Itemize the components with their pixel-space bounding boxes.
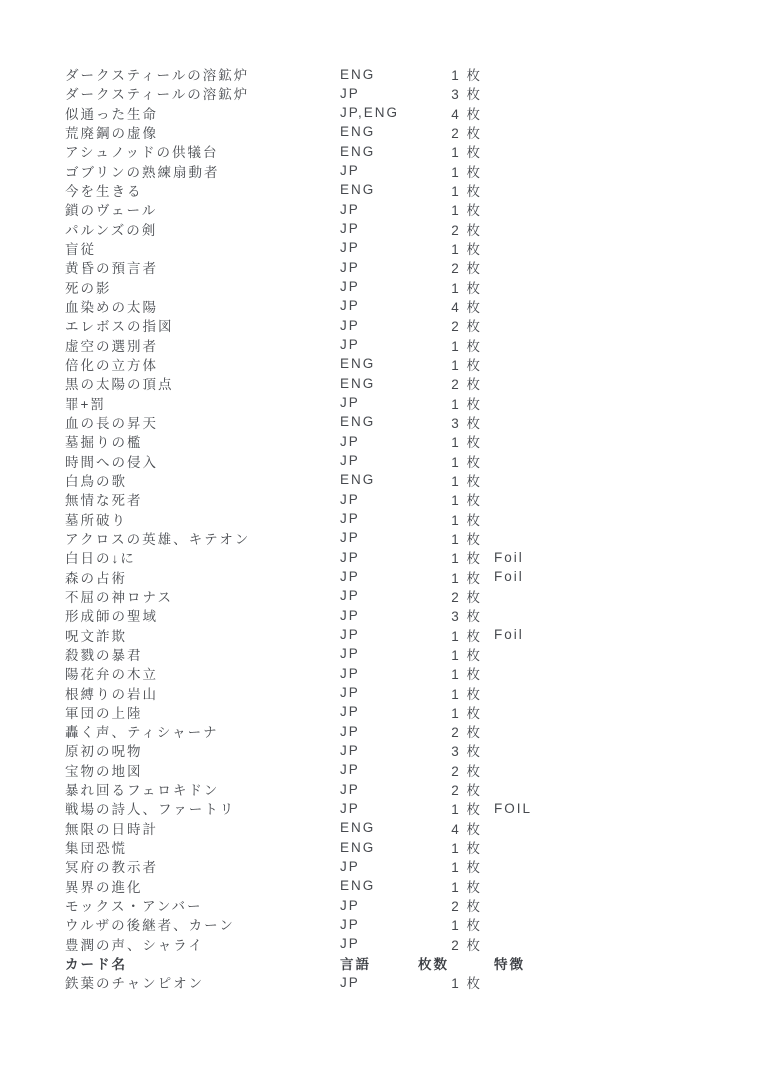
card-count: 1 枚 [451, 551, 482, 567]
card-count: 3 枚 [451, 609, 482, 625]
card-count: 2 枚 [451, 125, 482, 141]
card-name: 墓所破り [65, 512, 127, 528]
table-row [0, 663, 764, 682]
table-row [0, 238, 764, 257]
card-name: 暴れ回るフェロキドン [65, 783, 220, 799]
table-row [0, 876, 764, 895]
card-language: ENG [340, 839, 376, 855]
card-name: 原初の呪物 [65, 744, 143, 760]
card-language: ENG [340, 375, 376, 391]
card-count: 1 枚 [451, 628, 482, 644]
card-language: JP,ENG [340, 105, 400, 121]
card-count: 3 枚 [451, 744, 482, 760]
card-language: JP [340, 607, 360, 623]
table-row [0, 837, 764, 856]
card-count: 1 枚 [451, 512, 482, 528]
table-row [0, 296, 764, 315]
table-row [0, 528, 764, 547]
card-name: 今を生きる [65, 183, 143, 199]
table-row [0, 64, 764, 83]
card-language: JP [340, 279, 360, 295]
card-language: JP [340, 240, 360, 256]
card-language: ENG [340, 472, 376, 488]
card-language: JP [340, 588, 360, 604]
header-card-name: カード名 [65, 957, 127, 973]
card-name: 豊潤の声、シャライ [65, 937, 204, 953]
card-count: 1 枚 [451, 879, 482, 895]
card-language: JP [340, 897, 360, 913]
card-count: 1 枚 [451, 918, 482, 934]
card-count: 1 枚 [451, 686, 482, 702]
card-language: JP [340, 549, 360, 565]
card-name: 根縛りの岩山 [65, 686, 158, 702]
card-count: 4 枚 [451, 821, 482, 837]
card-language: JP [340, 781, 360, 797]
card-language: JP [340, 858, 360, 874]
table-row [0, 740, 764, 759]
table-row [0, 509, 764, 528]
table-row [0, 914, 764, 933]
table-row [0, 567, 764, 586]
table-row [0, 586, 764, 605]
card-count: 4 枚 [451, 299, 482, 315]
card-count: 4 枚 [451, 106, 482, 122]
card-name: ダークスティールの溶鉱炉 [65, 68, 250, 83]
card-language: JP [340, 762, 360, 778]
table-row [0, 412, 764, 431]
card-language: JP [340, 704, 360, 720]
table-row [0, 277, 764, 296]
card-name: 轟く声、ティシャーナ [65, 725, 219, 741]
card-count: 2 枚 [451, 261, 482, 277]
card-count: 1 枚 [451, 145, 482, 161]
table-row [0, 161, 764, 180]
card-name: 似通った生命 [65, 106, 158, 122]
card-language: JP [340, 317, 360, 333]
table-row [0, 702, 764, 721]
card-name: 無限の日時計 [65, 821, 158, 837]
card-name: 集団恐慌 [65, 841, 127, 857]
card-count: 2 枚 [451, 377, 482, 393]
card-language: JP [340, 665, 360, 681]
card-name: モックス・アンバー [65, 899, 203, 915]
card-language: ENG [340, 124, 376, 140]
card-language: JP [340, 974, 360, 990]
card-language: JP [340, 395, 360, 411]
card-count: 1 枚 [451, 454, 482, 470]
card-name: 鉄葉のチャンピオン [65, 976, 205, 992]
card-name: 無情な死者 [65, 493, 143, 509]
card-count: 1 枚 [451, 473, 482, 489]
card-count: 2 枚 [451, 783, 482, 799]
card-name: ウルザの後継者、カーン [65, 918, 235, 934]
card-count: 1 枚 [451, 183, 482, 199]
card-language: JP [340, 298, 360, 314]
card-name: 戦場の詩人、ファートリ [65, 802, 236, 818]
card-name: 墓掘りの檻 [65, 435, 143, 451]
card-name: エレボスの指図 [65, 319, 174, 335]
card-count: 1 枚 [451, 338, 482, 354]
card-name: 黄昏の預言者 [65, 261, 158, 277]
card-language: ENG [340, 182, 376, 198]
table-row [0, 760, 764, 779]
card-count: 1 枚 [451, 976, 482, 992]
card-language: JP [340, 800, 360, 816]
card-count: 1 枚 [451, 493, 482, 509]
card-name: 呪文詐欺 [65, 628, 127, 644]
card-name: ダークスティールの溶鉱炉 [65, 87, 250, 103]
card-language: JP [340, 530, 360, 546]
table-row [0, 798, 764, 817]
card-count: 1 枚 [451, 802, 482, 818]
table-row [0, 547, 764, 566]
table-row [0, 856, 764, 875]
card-name: 血染めの太陽 [65, 299, 158, 315]
card-language: ENG [340, 356, 376, 372]
table-row [0, 257, 764, 276]
card-name: 時間への侵入 [65, 454, 158, 470]
card-name: アクロスの英雄、キテオン [65, 531, 251, 547]
card-language: JP [340, 433, 360, 449]
card-name: 白日の↓に [65, 551, 136, 567]
card-name: 陽花弁の木立 [65, 667, 158, 683]
table-row [0, 103, 764, 122]
card-language: JP [340, 627, 360, 643]
table-row [0, 219, 764, 238]
card-language: JP [340, 201, 360, 217]
table-row [0, 934, 764, 953]
card-count: 2 枚 [451, 937, 482, 953]
card-language: JP [340, 491, 360, 507]
table-row [0, 373, 764, 392]
card-language: JP [340, 259, 360, 275]
table-row [0, 180, 764, 199]
card-name: ゴブリンの熟練扇動者 [65, 164, 220, 180]
card-name: 冥府の教示者 [65, 860, 158, 876]
table-row [0, 489, 764, 508]
card-count: 1 枚 [451, 841, 482, 857]
table-row [0, 895, 764, 914]
card-language: JP [340, 916, 360, 932]
card-language: ENG [340, 66, 376, 82]
card-name: 罪+罰 [65, 396, 106, 412]
card-list [0, 64, 764, 992]
card-language: JP [340, 453, 360, 469]
card-language: JP [340, 936, 360, 952]
card-language: JP [340, 337, 360, 353]
table-row [0, 470, 764, 489]
card-name: 森の占術 [65, 570, 127, 586]
table-row [0, 779, 764, 798]
card-language: JP [340, 646, 360, 662]
card-name: 異界の進化 [65, 879, 143, 895]
card-language: ENG [340, 820, 376, 836]
card-count: 1 枚 [451, 357, 482, 373]
table-row [0, 122, 764, 141]
card-name: 不屈の神ロナス [65, 589, 173, 605]
header-language: 言語 [340, 957, 371, 973]
card-language: JP [340, 723, 360, 739]
card-count: 2 枚 [451, 589, 482, 605]
table-row [0, 141, 764, 160]
card-language: JP [340, 685, 360, 700]
card-name: 黒の太陽の頂点 [65, 377, 174, 393]
card-name: 白鳥の歌 [65, 473, 127, 489]
card-count: 1 枚 [451, 68, 482, 83]
card-count: 3 枚 [451, 415, 482, 431]
card-name: 血の長の昇天 [65, 415, 158, 431]
card-count: 2 枚 [451, 899, 482, 915]
card-language: ENG [340, 878, 376, 894]
card-name: 殺戮の暴君 [65, 647, 143, 663]
card-count: 1 枚 [451, 280, 482, 296]
table-row [0, 393, 764, 412]
table-row [0, 335, 764, 354]
header-count: 枚数 [418, 957, 449, 973]
table-row [0, 199, 764, 218]
table-row [0, 605, 764, 624]
card-name: 宝物の地図 [65, 763, 143, 779]
card-language: JP [340, 85, 360, 101]
table-row [0, 431, 764, 450]
card-name: パルンズの剣 [65, 222, 158, 238]
card-feature: Foil [494, 549, 524, 565]
card-feature: Foil [494, 569, 524, 585]
card-count: 3 枚 [451, 87, 482, 103]
card-name: 盲従 [65, 241, 96, 257]
card-count: 2 枚 [451, 763, 482, 779]
card-name: 死の影 [65, 280, 112, 296]
card-count: 1 枚 [451, 241, 482, 257]
table-row [0, 818, 764, 837]
table-header-row [0, 953, 764, 972]
card-name: アシュノッドの供犠台 [65, 145, 219, 161]
card-name: 形成師の聖域 [65, 609, 158, 625]
card-count: 2 枚 [451, 725, 482, 741]
card-name: 軍団の上陸 [65, 705, 143, 721]
card-name: 虚空の選別者 [65, 338, 158, 354]
card-count: 1 枚 [451, 705, 482, 721]
card-name: 荒廃鋼の虚像 [65, 125, 158, 141]
table-row [0, 625, 764, 644]
card-name: 倍化の立方体 [65, 357, 158, 373]
card-language: JP [340, 163, 360, 179]
table-row [0, 972, 764, 991]
card-feature: FOIL [494, 800, 533, 816]
table-row [0, 315, 764, 334]
card-count: 1 枚 [451, 203, 482, 219]
card-count: 1 枚 [451, 435, 482, 451]
card-count: 1 枚 [451, 667, 482, 683]
card-count: 2 枚 [451, 222, 482, 238]
card-count: 1 枚 [451, 570, 482, 586]
table-row [0, 354, 764, 373]
card-language: JP [340, 742, 360, 758]
table-row [0, 451, 764, 470]
card-language: JP [340, 221, 360, 237]
card-count: 1 枚 [451, 860, 482, 876]
table-row [0, 683, 764, 702]
card-count: 1 枚 [451, 164, 482, 180]
card-language: ENG [340, 414, 376, 430]
card-count: 1 枚 [451, 396, 482, 412]
card-feature: Foil [494, 627, 524, 643]
card-count: 1 枚 [451, 531, 482, 547]
card-count: 1 枚 [451, 647, 482, 663]
header-feature: 特徴 [494, 957, 525, 973]
card-language: JP [340, 511, 360, 527]
table-row [0, 83, 764, 102]
table-row [0, 644, 764, 663]
table-row [0, 721, 764, 740]
card-language: JP [340, 569, 360, 585]
card-count: 2 枚 [451, 319, 482, 335]
card-language: ENG [340, 143, 376, 159]
card-name: 鎖のヴェール [65, 203, 158, 219]
